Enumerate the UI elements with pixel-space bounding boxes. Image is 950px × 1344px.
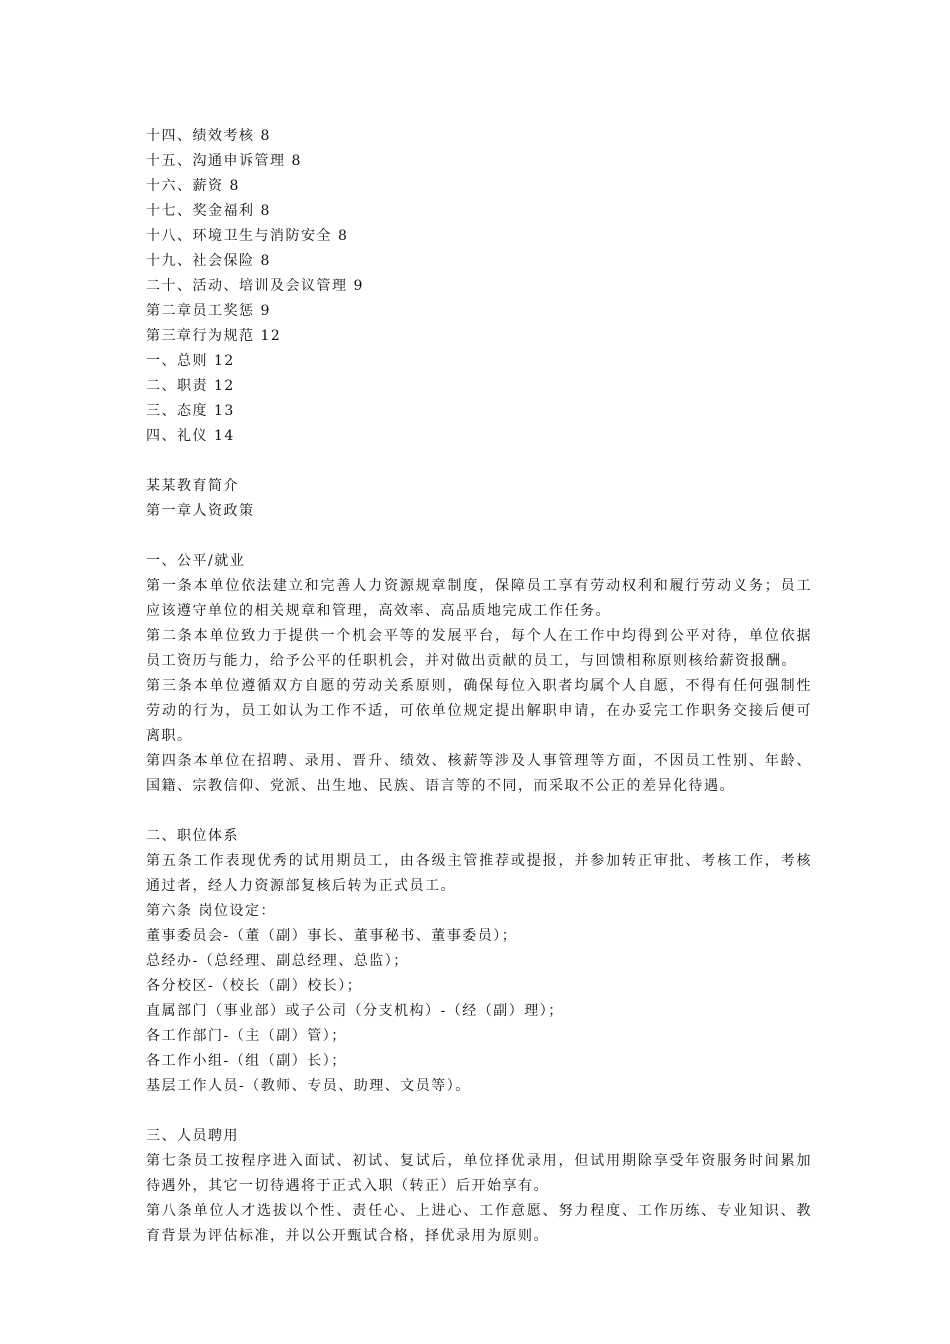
toc-entry: 二、职责 12	[146, 378, 235, 394]
position-item: 各分校区-（校长（副）校长）；	[146, 978, 363, 994]
toc-page-number: 9	[260, 303, 271, 319]
toc-entry: 十六、薪资 8	[146, 178, 240, 194]
section-position-system	[146, 824, 812, 1099]
toc-entry: 一、总则 12	[146, 353, 235, 369]
toc-entry: 十八、环境卫生与消防安全 8	[146, 228, 349, 244]
article-5: 第五条工作表现优秀的试用期员工，由各级主管推荐或提报，并参加转正审批、考核工作，考核通过者，经人力资源部复核后转为正式员工。	[146, 853, 812, 894]
section-fairness-employment	[146, 549, 812, 799]
toc-page-number: 8	[338, 228, 349, 244]
toc-entry: 十五、沟通申诉管理 8	[146, 153, 302, 169]
toc-entry: 四、礼仪 14	[146, 428, 235, 444]
toc-entry: 十九、社会保险 8	[146, 253, 271, 269]
chapter-title: 第一章人资政策	[146, 503, 255, 519]
article-7: 第七条员工按程序进入面试、初试、复试后，单位择优录用，但试用期除享受年资服务时间累加待遇外，其它一切待遇将于正式入职（转正）后开始享有。	[146, 1153, 812, 1194]
toc-entry: 十四、绩效考核 8	[146, 128, 271, 144]
position-item: 各工作小组-（组（副）长）；	[146, 1053, 347, 1069]
article-1: 第一条本单位依法建立和完善人力资源规章制度，保障员工享有劳动权利和履行劳动义务；员工应该遵守单位的相关规章和管理，高效率、高品质地完成工作任务。	[146, 578, 812, 619]
position-item: 基层工作人员-（教师、专员、助理、文员等）。	[146, 1078, 471, 1094]
toc-page-number: 8	[260, 203, 271, 219]
toc-page-number: 8	[260, 253, 271, 269]
spacer	[146, 1099, 812, 1124]
toc-page-number: 8	[291, 153, 302, 169]
article-3: 第三条本单位遵循双方自愿的劳动关系原则，确保每位入职者均属个人自愿，不得有任何强制性劳动的行为，员工如认为工作不适，可依单位规定提出解职申请，在办妥完工作职务交接后便可离职。	[146, 678, 812, 744]
toc-entry: 十七、奖金福利 8	[146, 203, 271, 219]
toc-entry: 第三章行为规范 12	[146, 328, 282, 344]
company-intro-title: 某某教育简介	[146, 478, 239, 494]
document-page	[146, 124, 812, 1249]
table-of-contents	[146, 124, 812, 449]
article-2: 第二条本单位致力于提供一个机会平等的发展平台，每个人在工作中均得到公平对待，单位依据员工资历与能力，给予公平的任职机会，并对做出贡献的员工，与回馈相称原则核给薪资报酬。	[146, 628, 812, 669]
article-8: 第八条单位人才选拔以个性、责任心、上进心、工作意愿、努力程度、工作历练、专业知识、教育背景为评估标准，并以公开甄试合格，择优录用为原则。	[146, 1203, 812, 1244]
section-recruitment	[146, 1124, 812, 1249]
position-item: 董事委员会-（董（副）事长、董事秘书、董事委员）；	[146, 928, 518, 944]
section-heading: 二、职位体系	[146, 828, 239, 844]
position-item: 直属部门（事业部）或子公司（分支机构）-（经（副）理）；	[146, 1003, 564, 1019]
toc-page-number: 13	[214, 403, 235, 419]
article-6: 第六条 岗位设定：	[146, 903, 276, 919]
toc-entry: 二十、活动、培训及会议管理 9	[146, 278, 364, 294]
toc-page-number: 12	[260, 328, 282, 344]
position-item: 各工作部门-（主（副）管）；	[146, 1028, 347, 1044]
toc-page-number: 12	[214, 353, 235, 369]
toc-page-number: 8	[229, 178, 240, 194]
spacer	[146, 799, 812, 824]
article-4: 第四条本单位在招聘、录用、晋升、绩效、核薪等涉及人事管理等方面，不因员工性别、年龄、国籍、宗教信仰、党派、出生地、民族、语言等的不同，而采取不公正的差异化待遇。	[146, 753, 812, 794]
position-item: 总经办-（总经理、副总经理、总监）；	[146, 953, 409, 969]
spacer	[146, 524, 812, 549]
section-heading: 一、公平/就业	[146, 553, 246, 569]
toc-entry: 第二章员工奖惩 9	[146, 303, 271, 319]
toc-page-number: 14	[214, 428, 235, 444]
spacer	[146, 449, 812, 474]
toc-page-number: 8	[260, 128, 271, 144]
toc-page-number: 9	[353, 278, 364, 294]
section-heading: 三、人员聘用	[146, 1128, 239, 1144]
toc-entry: 三、态度 13	[146, 403, 235, 419]
toc-page-number: 12	[214, 378, 235, 394]
